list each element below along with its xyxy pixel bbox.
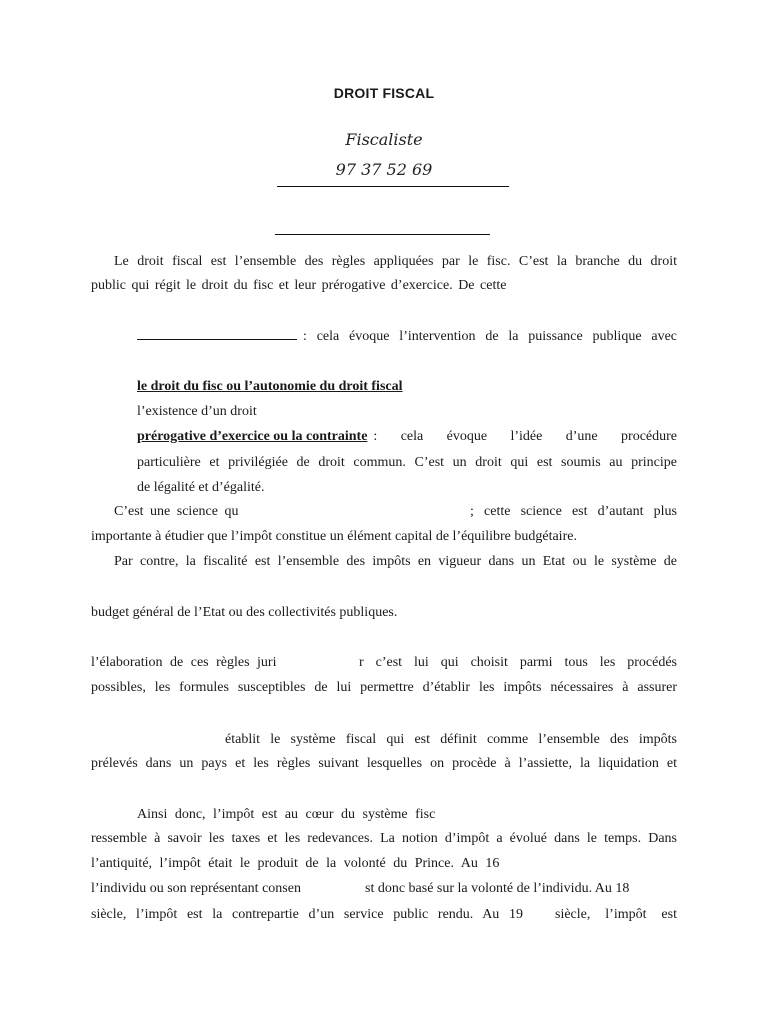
text-line (114, 502, 677, 522)
underlined-heading: prérogative d’exercice ou la contrainte (137, 429, 368, 444)
heading-line (137, 377, 677, 397)
phone-number: 97 37 52 69 (335, 160, 433, 179)
text-span: l’individu ou son représentant consen (91, 881, 301, 896)
header-rule (277, 186, 509, 187)
text-line: ressemble à savoir les taxes et les redevances. La notion d’impôt a évolué dans le temps. Dans (91, 831, 677, 846)
text-line: particulière et privilégiée de droit commun. C’est un droit qui est soumis au principe (137, 455, 677, 470)
text-line (91, 653, 677, 673)
text-line: prélevés dans un pays et les règles suivant lesquelles on procède à l’assiette, la liquidation et (91, 756, 677, 771)
text-line: importante à étudier que l’impôt constitue un élément capital de l’équilibre budgétaire. (91, 529, 577, 544)
text-span: l’élaboration de ces règles juri (91, 655, 277, 670)
text-line (137, 427, 677, 447)
text-line: Ainsi donc, l’impôt est au cœur du système fisc (137, 807, 436, 822)
text-span: siècle, l’impôt est la contrepartie d’un service public rendu. Au 19 (91, 907, 523, 922)
text-line: public qui régit le droit du fisc et leur prérogative d’exercice. De cette (91, 278, 507, 293)
text-span: : cela évoque l’idée d’une procédure (373, 429, 677, 444)
text-line: établit le système fiscal qui est définit comme l’ensemble des impôts (225, 732, 677, 747)
text-line: Le droit fiscal est l’ensemble des règles appliquées par le fisc. C’est la branche du droit (114, 254, 677, 269)
text-span: st donc basé sur la volonté de l’individu. Au 18 (365, 881, 630, 896)
text-span: ; cette science est d’autant plus (470, 504, 677, 519)
author-subtitle: Fiscaliste (345, 130, 423, 149)
text-span: C’est une science qu (114, 504, 239, 519)
section-rule (275, 234, 490, 235)
text-line: de légalité et d’égalité. (137, 480, 265, 495)
text-line (91, 879, 677, 899)
underlined-heading: le droit du fisc ou l’autonomie du droit fiscal (137, 379, 403, 394)
blank-field (137, 327, 297, 340)
document-title: DROIT FISCAL (333, 85, 435, 101)
text-line: l’existence d’un droit (137, 404, 257, 419)
text-line: possibles, les formules susceptibles de lui permettre d’établir les impôts nécessaires à assurer (91, 680, 677, 695)
text-line: l’antiquité, l’impôt était le produit de la volonté du Prince. Au 16 (91, 856, 500, 871)
text-line (91, 905, 677, 925)
text-line: budget général de l’Etat ou des collectivités publiques. (91, 605, 398, 620)
text-line (137, 327, 677, 347)
text-span: r c’est lui qui choisit parmi tous les procédés (359, 655, 677, 670)
text-span: : cela évoque l’intervention de la puissance publique avec (303, 329, 677, 344)
text-span: siècle, l’impôt est (555, 907, 677, 922)
text-line: Par contre, la fiscalité est l’ensemble des impôts en vigueur dans un Etat ou le système de (114, 554, 677, 569)
